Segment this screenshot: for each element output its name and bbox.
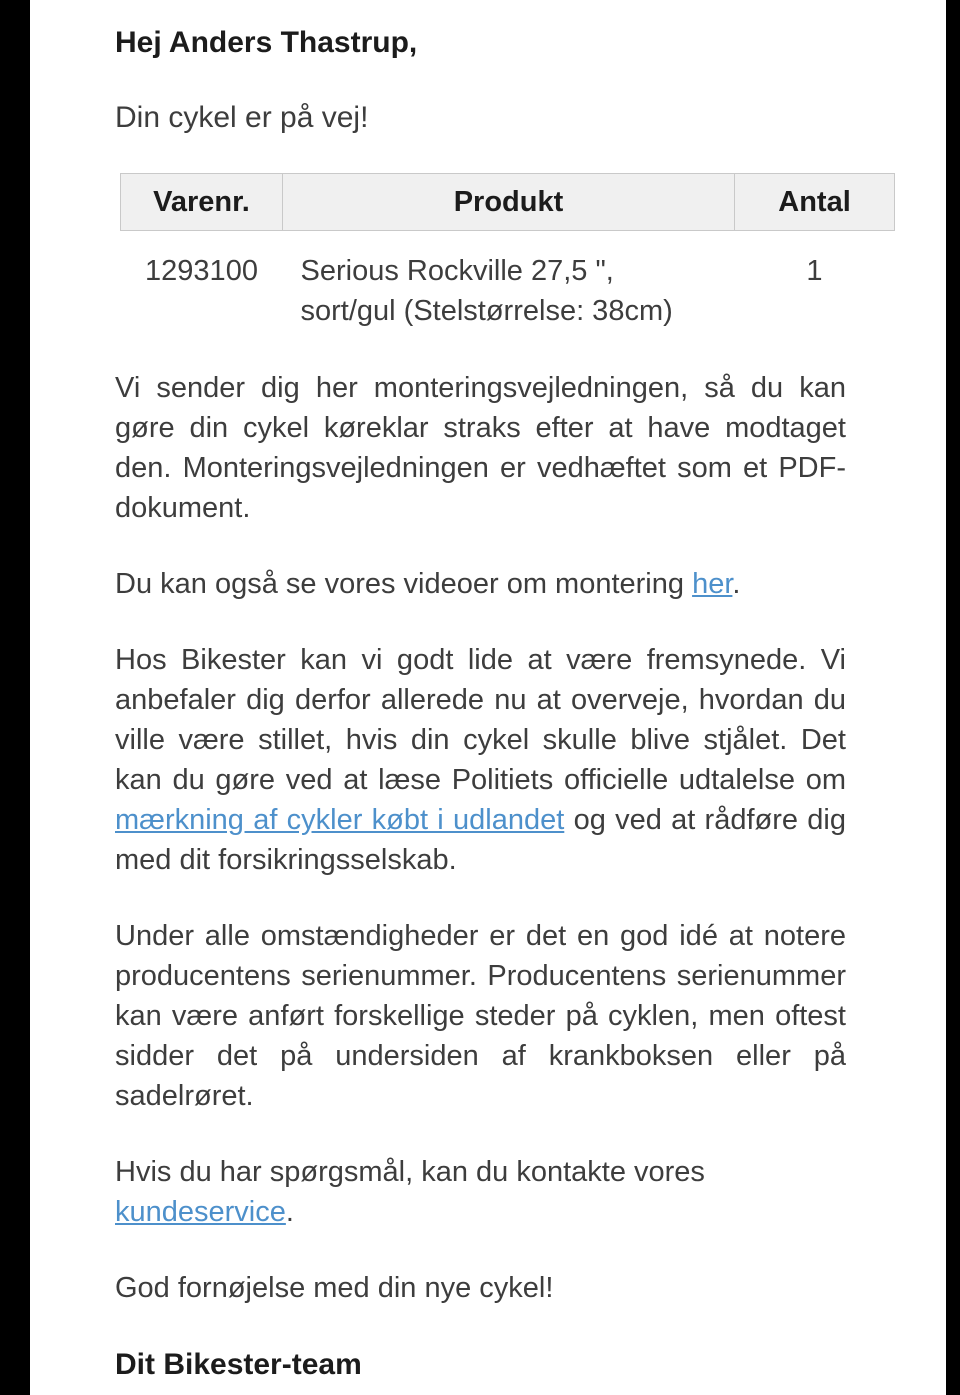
assembly-videos-link[interactable]: her — [692, 568, 733, 600]
order-table — [120, 173, 895, 333]
header-varenr: Varenr. — [121, 174, 283, 231]
support-text-before: Hvis du har spørgsmål, kan du kontakte vores — [115, 1156, 705, 1188]
paragraph-enjoy: God fornøjelse med din nye cykel! — [115, 1272, 554, 1304]
video-text-before: Du kan også se vores videoer om montering — [115, 568, 693, 600]
paragraph-theft-advice — [115, 640, 846, 880]
theft-text-before: Hos Bikester kan vi godt lide at være fremsynede. Vi anbefaler dig derfor allerede nu at overveje, hvordan du ville være stillet, hvis din cykel skulle blive stjålet. Det kan du gøre ved at læse Politiets officielle udtalelse om — [115, 644, 846, 796]
email-body — [30, 0, 946, 1395]
shipping-announcement: Din cykel er på vej! — [115, 101, 369, 134]
bike-marking-link[interactable]: mærkning af cykler købt i udlandet — [115, 804, 565, 836]
order-item-quantity: 1 — [806, 255, 823, 287]
header-produkt: Produkt — [283, 174, 735, 231]
closing-signature: Dit Bikester-team — [115, 1348, 362, 1381]
order-table-header-row — [121, 174, 895, 231]
greeting: Hej Anders Thastrup, — [115, 26, 418, 59]
right-border — [946, 0, 960, 1395]
paragraph-video — [115, 564, 846, 604]
paragraph-support — [115, 1152, 846, 1232]
order-item-product: Serious Rockville 27,5 ", sort/gul (Stelstørrelse: 38cm) — [300, 255, 673, 327]
paragraph-assembly-instructions: Vi sender dig her monteringsvejledningen, så du kan gøre din cykel køreklar straks efter at have modtaget den. Monteringsvejledningen er vedhæftet som et PDF-dokument. — [115, 372, 846, 524]
theft-text-after: og ved at rådføre dig med dit forsikringsselskab. — [115, 804, 846, 876]
video-text-after: . — [732, 568, 741, 600]
paragraph-serial-number: Under alle omstændigheder er det en god idé at notere producentens serienummer. Producentens serienummer kan være anført forskellige steder på cyklen, men oftest sidder det på undersiden af krankboksen eller på sadelrøret. — [115, 920, 846, 1112]
support-text-after: . — [285, 1196, 294, 1228]
order-table-row — [121, 231, 895, 334]
customer-service-link[interactable]: kundeservice — [115, 1196, 286, 1228]
header-antal: Antal — [735, 174, 895, 231]
left-border — [0, 0, 30, 1395]
order-item-number: 1293100 — [145, 255, 258, 287]
